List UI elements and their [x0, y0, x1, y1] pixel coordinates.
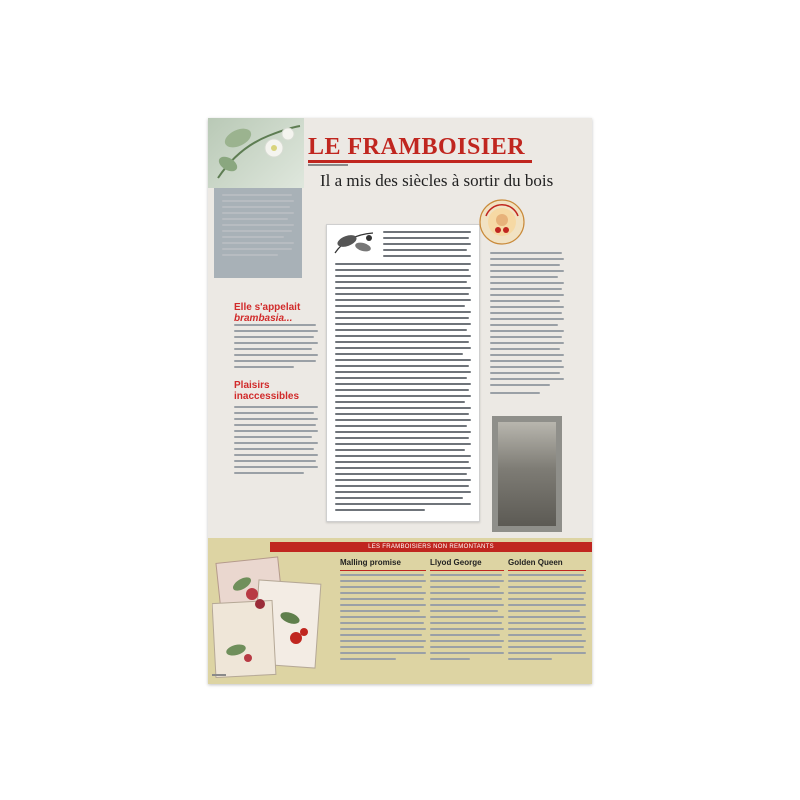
souvenir-text [490, 252, 564, 398]
variety-title-3: Golden Queen [508, 558, 563, 567]
raspberry-flower-image [208, 118, 304, 188]
harvest-engraving-inner [498, 422, 556, 526]
flower-photo-art [208, 118, 304, 188]
variety-text-1 [340, 574, 426, 666]
variety-rule-3 [508, 570, 586, 571]
raspberry-engraving-icon [333, 229, 377, 259]
sidebar-paragraph-2 [234, 406, 318, 490]
byline [308, 164, 348, 166]
sidebar-heading-1-italic: brambasia... [234, 313, 293, 324]
variety-rule-1 [340, 570, 426, 571]
sidebar-heading-1 [234, 302, 300, 324]
variety-title-2: Llyod George [430, 558, 482, 567]
botanical-prints-image [212, 554, 330, 678]
variety-text-2 [430, 574, 504, 666]
variety-text-3 [508, 574, 586, 666]
magazine-page [208, 118, 592, 684]
article-title: LE FRAMBOISIER [308, 134, 526, 160]
band-header-text: LES FRAMBOISIERS NON REMONTANTS [368, 544, 494, 550]
main-article-box [326, 224, 480, 522]
souvenir-badge-icon [478, 198, 526, 246]
article-subtitle: Il a mis des siècles à sortir du bois [320, 171, 554, 190]
photo-caption-panel [214, 188, 302, 278]
sidebar-heading-2: Plaisirs inaccessibles [234, 380, 300, 402]
page-number [212, 674, 226, 676]
sidebar-heading-1-text: Elle s'appelait [234, 302, 301, 313]
sidebar-paragraph-1 [234, 324, 318, 376]
variety-rule-2 [430, 570, 504, 571]
title-underline [308, 160, 532, 163]
variety-title-1: Malling promise [340, 558, 401, 567]
